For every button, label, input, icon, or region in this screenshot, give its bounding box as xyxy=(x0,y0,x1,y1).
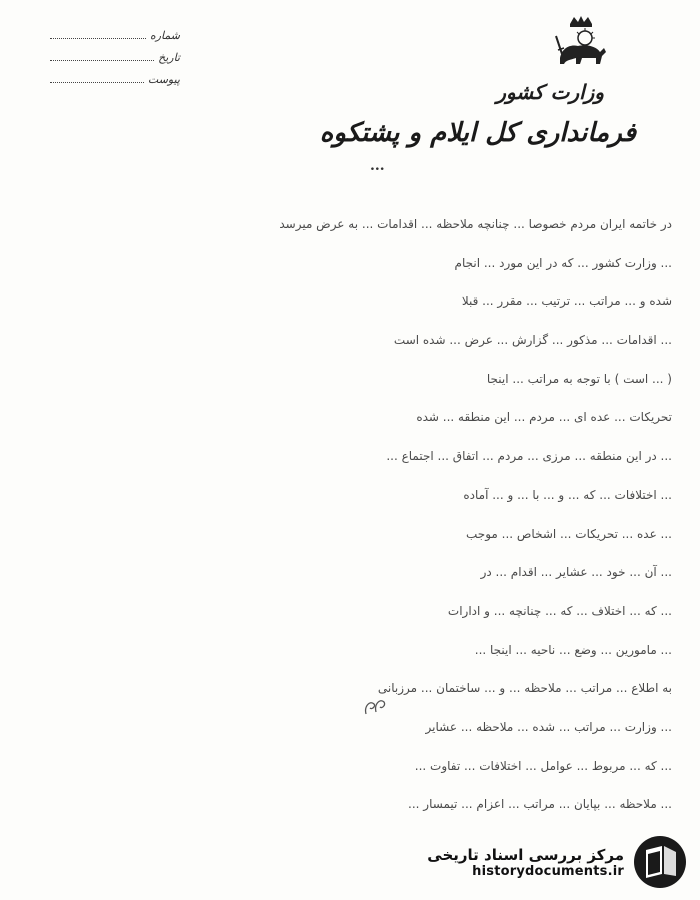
body-line: ... اقدامات ... مذکور ... گزارش ... عرض ... شده است xyxy=(393,333,672,348)
body-line: ... وزارت ... مراتب ... شده ... ملاحظه ... عشایر xyxy=(425,719,672,734)
body-line: ... آن ... خود ... عشایر ... اقدام ... در xyxy=(480,565,672,580)
attachment-field xyxy=(50,72,180,94)
watermark-title: مرکز بررسی اسناد تاریخی xyxy=(427,845,624,864)
body-line: تحریکات ... عده ای ... مردم ... این منطقه ... شده xyxy=(416,410,672,425)
body-line: ... عده ... تحریکات ... اشخاص ... موجب xyxy=(466,526,672,541)
body-line: ... وزارت کشور ... که در این مورد ... انجام xyxy=(454,255,672,270)
date-field xyxy=(50,50,180,72)
attachment-dotted-line xyxy=(50,72,144,83)
body-line: ( ... است ) با توجه به مراتب ... اینجا xyxy=(486,371,672,386)
lion-and-sun-emblem xyxy=(552,14,610,70)
body-line: ... که ... اختلاف ... که ... چنانچه ... و ادارات xyxy=(447,603,672,618)
number-label: شماره xyxy=(149,29,180,42)
body-line: به اطلاع ... مراتب ... ملاحظه ... و ... ساختمان ... مرزبانی xyxy=(377,681,672,696)
reference-fields xyxy=(50,28,180,94)
body-line: در خاتمه ایران مردم خصوصا ... چنانچه ملاحظه ... اقدامات ... به عرض میرسد xyxy=(279,217,672,231)
body-line: ... اختلافات ... که ... و ... با ... و ... آماده xyxy=(463,487,672,502)
letter-body xyxy=(32,205,672,824)
ministry-name: وزارت کشور xyxy=(496,80,604,104)
attachment-label: پیوست xyxy=(147,73,180,86)
body-line: ... در این منطقه ... مرزی ... مردم ... اتفاق ... اجتماع ... xyxy=(386,449,672,464)
number-field xyxy=(50,28,180,50)
date-dotted-line xyxy=(50,50,154,61)
archive-watermark xyxy=(427,834,688,890)
salutation: ... xyxy=(370,158,385,174)
number-dotted-line xyxy=(50,28,146,39)
watermark-url: historydocuments.ir xyxy=(472,863,624,879)
handwritten-mark xyxy=(360,692,390,722)
body-line: ... ملاحظه ... بپایان ... مراتب ... اعزام ... تیمسار ... xyxy=(408,797,672,812)
watermark-text xyxy=(427,846,624,879)
body-line: ... مامورین ... وضع ... ناحیه ... اینجا ... xyxy=(474,642,672,657)
body-line: شده و ... مراتب ... ترتیب ... مقرر ... قبلا xyxy=(461,294,672,309)
body-line: ... که ... مربوط ... عوامل ... اختلافات ... تفاوت ... xyxy=(414,758,672,773)
archive-logo-icon xyxy=(632,834,688,890)
governorate-name: فرمانداری کل ایلام و پشتکوه xyxy=(319,118,636,148)
date-label: تاریخ xyxy=(158,51,180,64)
